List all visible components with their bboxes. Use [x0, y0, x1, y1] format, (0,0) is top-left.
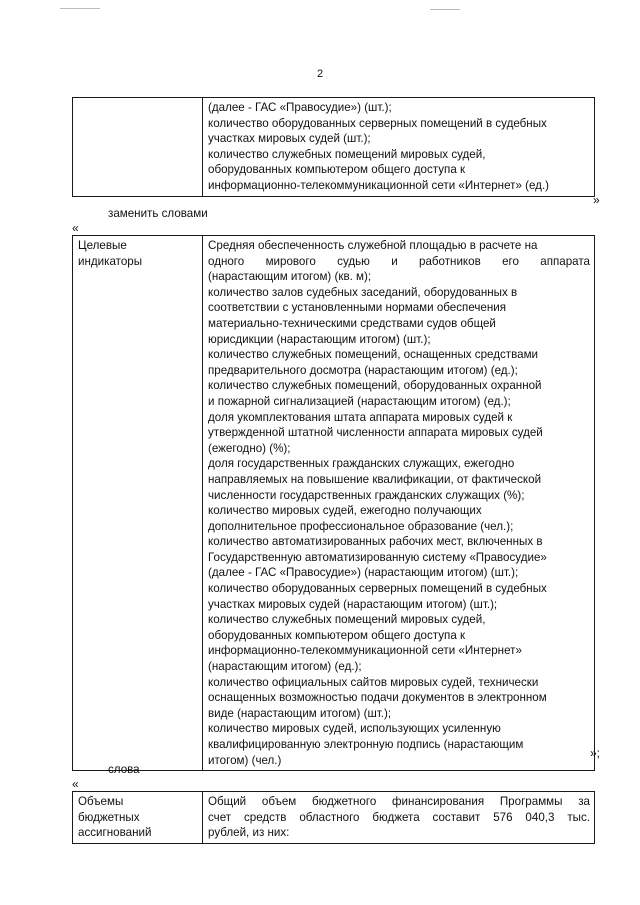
indicator-line: квалифицированную электронную подпись (нарастающим — [208, 738, 524, 751]
words-label: слова — [108, 763, 140, 776]
indicator-line: предварительного досмотра (нарастающим итогом) (ед.); — [208, 363, 518, 377]
scan-speck — [60, 8, 100, 9]
opening-quote-1: « — [72, 221, 79, 235]
budget-line: Общий объем бюджетного финансирования Программы за — [208, 795, 590, 808]
indicator-line: оснащенных возможностью подачи документов в электронном — [208, 691, 547, 705]
indicator-line: одного мирового судью и работников его аппарата — [208, 254, 590, 268]
indicator-line: соответствии с установленными нормами обеспечения — [208, 301, 507, 315]
opening-quote-2: « — [72, 777, 79, 791]
indicator-line: (нарастающим итогом) (ед.); — [208, 660, 362, 674]
indicator-line: доля государственных гражданских служащих, ежегодно — [208, 457, 515, 471]
indicator-line: виде (нарастающим итогом) (шт.); — [208, 706, 392, 720]
budget-label-line: ассигнований — [78, 826, 152, 840]
indicator-line: количество автоматизированных рабочих мест, включенных в — [208, 535, 543, 549]
table-line: количество служебных помещений мировых судей, — [208, 147, 486, 161]
indicators-content-cell — [203, 236, 595, 771]
indicators-label-line: индикаторы — [78, 254, 143, 268]
closing-quote-2: »; — [590, 746, 601, 760]
indicator-line: участках мировых судей (нарастающим итогом) (шт.); — [208, 597, 498, 611]
indicator-line: (нарастающим итогом) (кв. м); — [208, 270, 372, 284]
table-fragment-top — [72, 97, 595, 197]
indicator-line: оборудованных компьютером общего доступа к — [208, 628, 466, 642]
table-left-cell-empty — [73, 98, 203, 197]
page-number: 2 — [316, 68, 324, 80]
budget-line: рублей, из них: — [208, 826, 290, 840]
indicator-line: (далее - ГАС «Правосудие») (нарастающим итогом) (шт.); — [208, 566, 519, 580]
indicator-line: утвержденной штатной численности аппарата мировых судей — [208, 426, 543, 440]
indicator-line: итогом) (чел.) — [208, 753, 282, 767]
indicator-line: дополнительное профессиональное образование (чел.); — [208, 519, 514, 533]
indicator-line: численности государственных гражданских служащих (%); — [208, 488, 525, 502]
budget-label-cell — [73, 792, 203, 844]
table-line: количество оборудованных серверных помещений в судебных — [208, 116, 547, 130]
table-target-indicators — [72, 235, 595, 771]
indicator-line: Государственную автоматизированную систему «Правосудие» — [208, 550, 547, 564]
indicator-line: материально-техническими средствами судов общей — [208, 316, 496, 330]
table-line: информационно-телекоммуникационной сети «Интернет» (ед.) — [208, 178, 550, 192]
indicator-line: количество залов судебных заседаний, оборудованных в — [208, 285, 518, 299]
closing-quote-1: » — [593, 193, 600, 207]
indicator-line: количество служебных помещений, оснащенных средствами — [208, 348, 539, 362]
indicator-line: количество оборудованных серверных помещений в судебных — [208, 582, 547, 596]
budget-content-cell — [203, 792, 595, 844]
budget-label-line: бюджетных — [78, 810, 140, 824]
budget-line: счет средств областного бюджета составит 576 040,3 тыс. — [208, 810, 590, 824]
indicator-line: количество служебных помещений мировых судей, — [208, 613, 486, 627]
table-line: оборудованных компьютером общего доступа к — [208, 163, 466, 177]
table-line: (далее - ГАС «Правосудие») (шт.); — [208, 101, 392, 114]
indicator-line: доля укомплектования штата аппарата мировых судей к — [208, 410, 513, 424]
table-budget-allocations — [72, 791, 595, 844]
scan-speck — [430, 9, 460, 10]
indicator-line: (ежегодно) (%); — [208, 441, 291, 455]
indicator-line: информационно-телекоммуникационной сети «Интернет» — [208, 644, 522, 658]
table-right-cell — [203, 98, 595, 197]
indicator-line: количество мировых судей, ежегодно получающих — [208, 504, 482, 518]
indicator-line: и пожарной сигнализацией (нарастающим итогом) (ед.); — [208, 394, 511, 408]
indicator-line: Средняя обеспеченность служебной площадью в расчете на — [208, 239, 538, 252]
budget-label-line: Объемы — [78, 795, 124, 808]
indicator-line: юрисдикции (нарастающим итогом) (шт.); — [208, 332, 431, 346]
indicator-line: количество служебных помещений, оборудованных охранной — [208, 379, 542, 393]
table-line: участках мировых судей (шт.); — [208, 132, 371, 146]
indicator-line: количество мировых судей, использующих усиленную — [208, 722, 501, 736]
indicator-line: количество официальных сайтов мировых судей, технически — [208, 675, 539, 689]
indicator-line: направляемых на повышение квалификации, от фактической — [208, 472, 542, 486]
indicators-label-cell — [73, 236, 203, 771]
indicators-label-line: Целевые — [78, 239, 127, 252]
replace-label: заменить словами — [108, 207, 208, 220]
